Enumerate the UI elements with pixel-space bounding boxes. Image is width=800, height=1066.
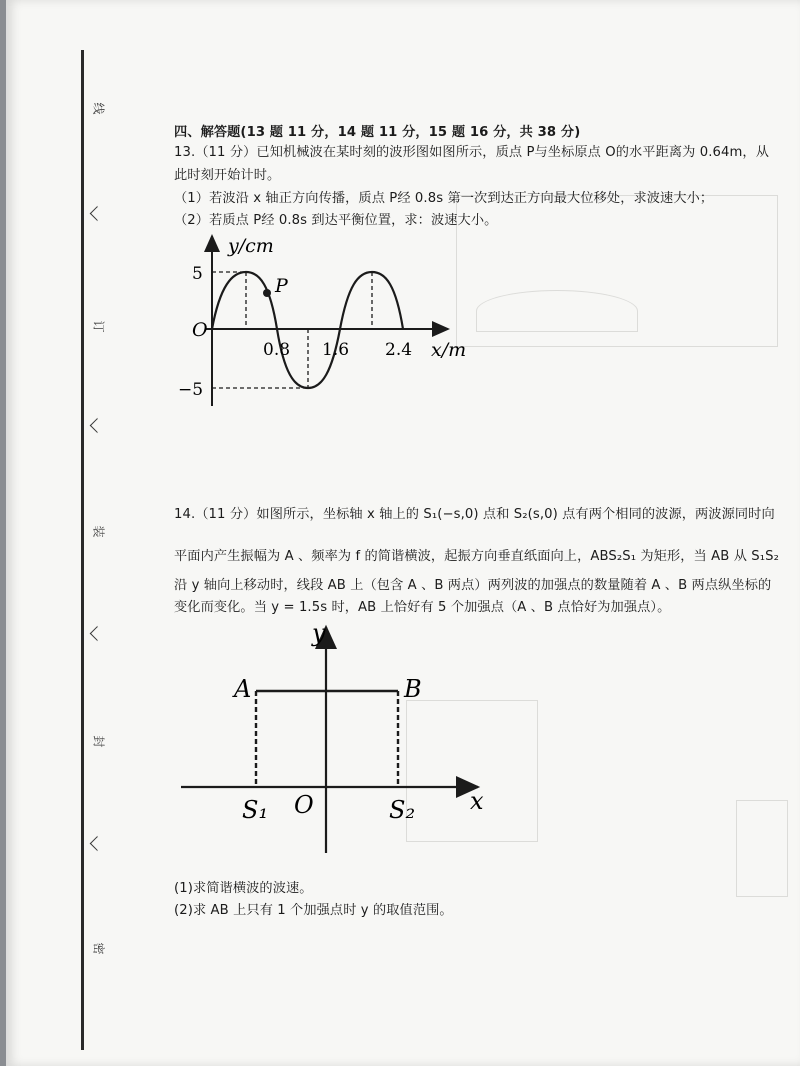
label-s1: S₁ bbox=[242, 796, 269, 824]
x-axis-label: x/m bbox=[431, 339, 467, 361]
exam-paper bbox=[6, 0, 800, 1066]
binding-label-feng: 封 bbox=[91, 735, 106, 748]
binding-mark bbox=[90, 206, 106, 222]
binding-label-zhuang: 装 bbox=[91, 525, 106, 538]
x-axis-label: x bbox=[470, 787, 484, 815]
binding-mark bbox=[90, 836, 106, 852]
q14-part2: (2)求 AB 上只有 1 个加强点时 y 的取值范围。 bbox=[174, 903, 453, 918]
x-tick-0.8: 0.8 bbox=[263, 340, 291, 360]
wave-graph bbox=[166, 226, 486, 416]
point-p-label: P bbox=[275, 275, 288, 297]
origin-label: O bbox=[192, 319, 208, 341]
bleed-through-box bbox=[736, 800, 788, 897]
y-axis-label: y bbox=[312, 619, 326, 647]
q13-part1: （1）若波沿 x 轴正方向传播，质点 P经 0.8s 第一次到达正方向最大位移处，求波速大小； bbox=[174, 191, 714, 206]
binding-mark bbox=[90, 626, 106, 642]
binding-label-ding: 订 bbox=[91, 320, 106, 333]
q14-line3: 沿 y 轴向上移动时，线段 AB 上（包含 A 、B 两点）两列波的加强点的数量随着 A 、B 两点纵坐标的 bbox=[174, 578, 772, 593]
binding-line bbox=[81, 50, 84, 1050]
label-b: B bbox=[404, 675, 422, 703]
sources-diagram bbox=[176, 615, 496, 860]
amplitude-pos-label: 5 bbox=[192, 264, 203, 284]
label-s2: S₂ bbox=[389, 796, 416, 824]
section-heading: 四、解答题(13 题 11 分，14 题 11 分，15 题 16 分，共 38 分) bbox=[174, 125, 581, 140]
q14-line2: 平面内产生振幅为 A 、频率为 f 的简谐横波，起振方向垂直纸面向上，ABS₂S₁ 为矩形，当 AB 从 S₁S₂ bbox=[174, 549, 779, 564]
x-tick-2.4: 2.4 bbox=[385, 340, 413, 360]
point-p bbox=[263, 289, 271, 297]
x-tick-1.6: 1.6 bbox=[322, 340, 350, 360]
binding-mark bbox=[90, 418, 106, 434]
q14-part1: (1)求简谐横波的波速。 bbox=[174, 881, 313, 896]
q13-part2: （2）若质点 P经 0.8s 到达平衡位置，求：波速大小。 bbox=[174, 213, 498, 228]
binding-label-mi: 密 bbox=[91, 942, 106, 955]
label-o: O bbox=[294, 791, 314, 819]
q13-stem-line1: 13.（11 分）已知机械波在某时刻的波形图如图所示，质点 P与坐标原点 O的水平距离为 0.64m，从 bbox=[174, 145, 770, 160]
y-axis-label: y/cm bbox=[228, 235, 274, 257]
label-a: A bbox=[234, 675, 252, 703]
q14-line4: 变化而变化。当 y = 1.5s 时，AB 上恰好有 5 个加强点（A 、B 点恰好为加强点）。 bbox=[174, 600, 671, 615]
q13-stem-line2: 此时刻开始计时。 bbox=[174, 168, 281, 183]
bleed-through-arc bbox=[476, 290, 638, 332]
q14-line1: 14.（11 分）如图所示，坐标轴 x 轴上的 S₁(−s,0) 点和 S₂(s,0) 点有两个相同的波源，两波源同时向 bbox=[174, 507, 775, 522]
amplitude-neg-label: −5 bbox=[178, 380, 204, 400]
binding-label-xian: 线 bbox=[91, 102, 106, 115]
